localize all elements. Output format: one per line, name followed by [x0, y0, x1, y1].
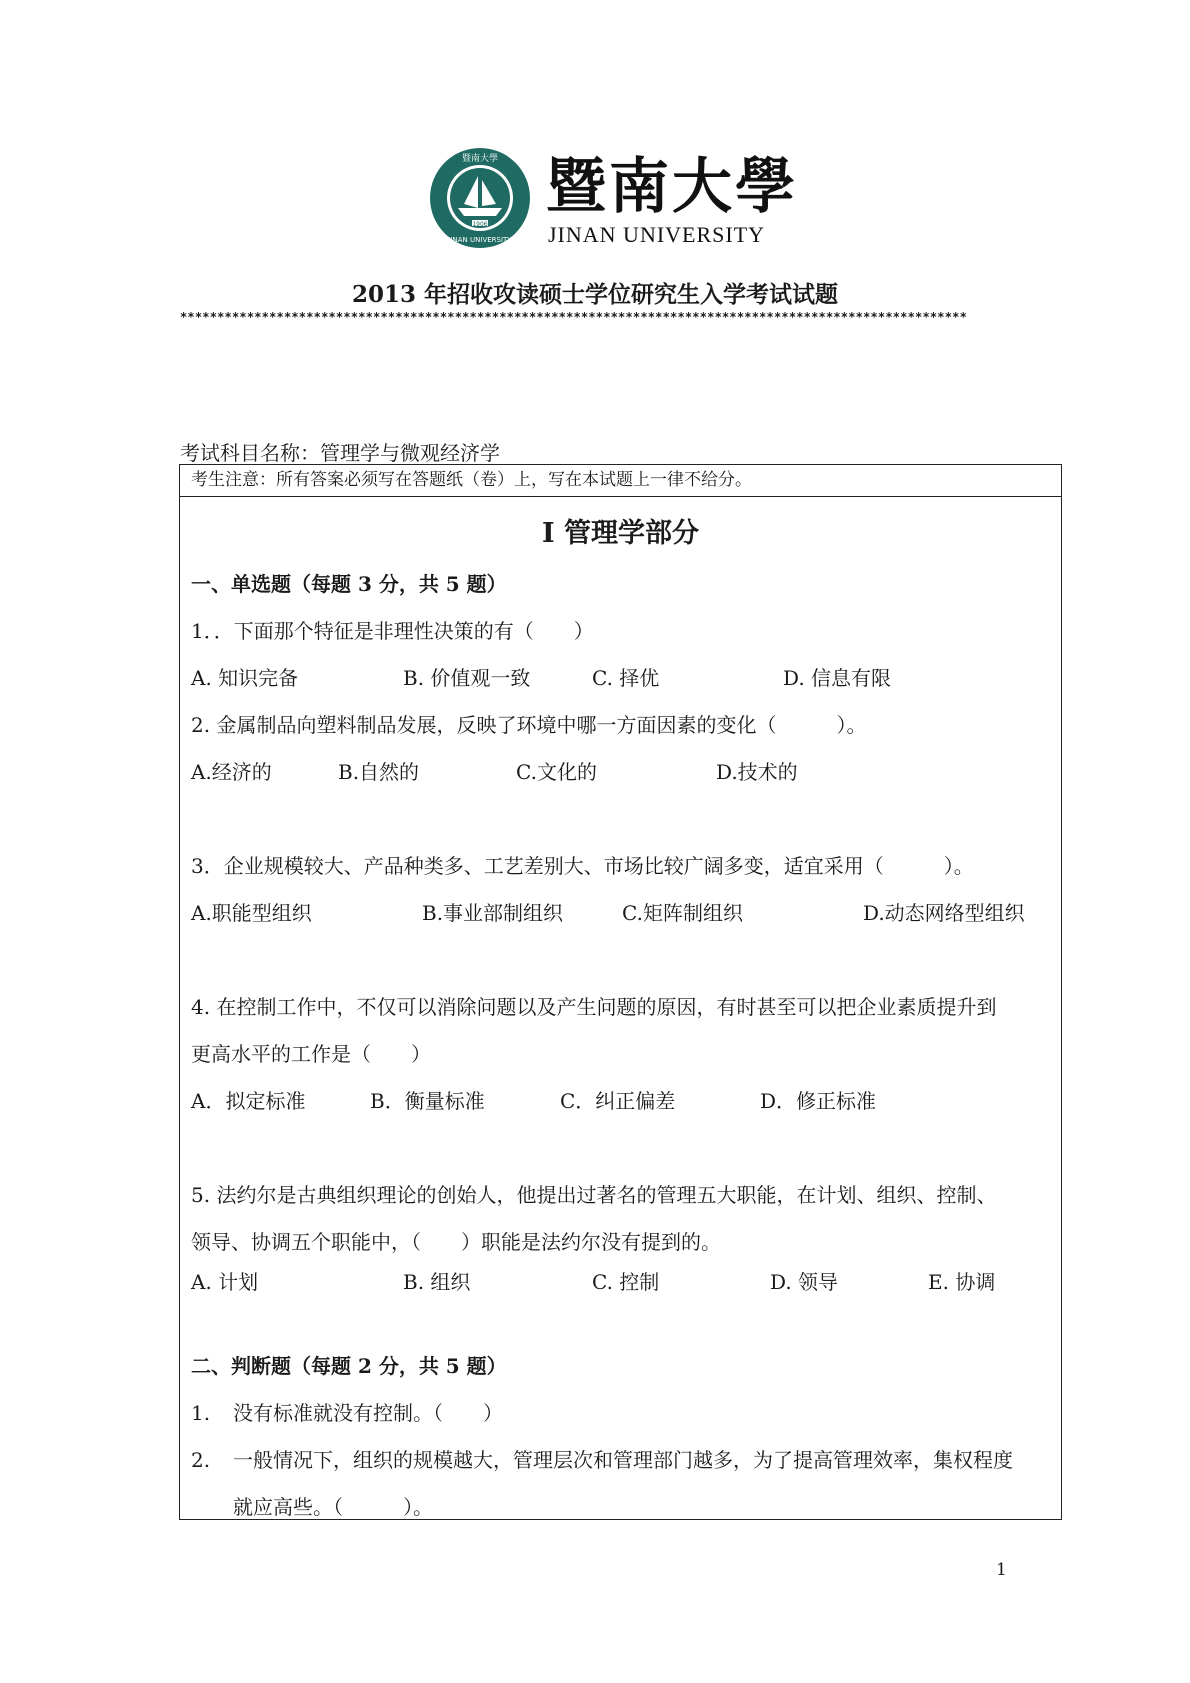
section-heading: 一、单选题（每题 3 分，共 5 题）	[191, 572, 507, 596]
emblem-year: 1906	[472, 221, 488, 228]
answer-option: A.职能型组织	[191, 901, 312, 925]
answer-option: C.文化的	[516, 760, 597, 784]
exam-subject: 考试科目名称：管理学与微观经济学	[180, 441, 500, 465]
emblem-text-bottom: JINAN UNIVERSITY	[448, 236, 512, 244]
item-number: 1.	[191, 1401, 211, 1425]
answer-option: C. 控制	[592, 1270, 660, 1294]
answer-option: D. 信息有限	[783, 666, 892, 690]
answer-option: B.事业部制组织	[422, 901, 564, 925]
section-heading: 二、判断题（每题 2 分，共 5 题）	[191, 1354, 507, 1378]
exam-content-box	[179, 464, 1062, 1520]
university-logo	[428, 144, 798, 254]
question-line: 3．企业规模较大、产品种类多、工艺差别大、市场比较广阔多变，适宜采用（ ）。	[191, 854, 974, 878]
university-name-cn: 暨南大學	[546, 152, 798, 222]
question-line: 1．．下面那个特征是非理性决策的有（ ）	[191, 619, 594, 643]
answer-option: C. 择优	[592, 666, 660, 690]
university-emblem-icon	[428, 146, 532, 250]
question-line: 更高水平的工作是（ ）	[191, 1042, 431, 1066]
answer-option: A. 知识完备	[191, 666, 299, 690]
emblem-text-top: 暨南大學	[461, 154, 499, 164]
answer-option: B. 价值观一致	[403, 666, 531, 690]
answer-option: D.技术的	[716, 760, 798, 784]
answer-option: B.自然的	[338, 760, 420, 784]
question-line: 就应高些。（ ）。	[233, 1495, 433, 1519]
answer-option: A. 计划	[191, 1270, 259, 1294]
answer-option: C.矩阵制组织	[622, 901, 743, 925]
question-line: 2. 金属制品向塑料制品发展，反映了环境中哪一方面因素的变化（ ）。	[191, 713, 867, 737]
answer-option: C．纠正偏差	[560, 1089, 676, 1113]
answer-option: D. 领导	[770, 1270, 839, 1294]
question-line: 5. 法约尔是古典组织理论的创始人，他提出过著名的管理五大职能，在计划、组织、控制、	[191, 1183, 997, 1207]
exam-title: 2013 年招收攻读硕士学位研究生入学考试试题	[351, 281, 839, 308]
answer-option: D．修正标准	[760, 1089, 877, 1113]
answer-option: B．衡量标准	[370, 1089, 485, 1113]
candidate-notice: 考生注意：所有答案必须写在答题纸（卷）上，写在本试题上一律不给分。	[180, 465, 1061, 497]
part-title: Ⅰ 管理学部分	[541, 518, 700, 549]
answer-option: B. 组织	[403, 1270, 471, 1294]
page-number: 1	[996, 1560, 1007, 1580]
answer-option: A.经济的	[191, 760, 272, 784]
question-line: 4. 在控制工作中，不仅可以消除问题以及产生问题的原因，有时甚至可以把企业素质提升到	[191, 995, 997, 1019]
answer-option: E. 协调	[928, 1270, 996, 1294]
answer-option: A．拟定标准	[191, 1089, 306, 1113]
question-line: 没有标准就没有控制。（ ）	[233, 1401, 503, 1425]
question-line: 领导、协调五个职能中，（ ）职能是法约尔没有提到的。	[191, 1230, 721, 1254]
item-number: 2.	[191, 1448, 211, 1472]
university-name-en: JINAN UNIVERSITY	[548, 222, 766, 247]
question-line: 一般情况下，组织的规模越大，管理层次和管理部门越多，为了提高管理效率，集权程度	[233, 1448, 1013, 1472]
answer-option: D.动态网络型组织	[863, 901, 1025, 925]
star-divider: **********************************************************************************************************	[180, 310, 968, 324]
